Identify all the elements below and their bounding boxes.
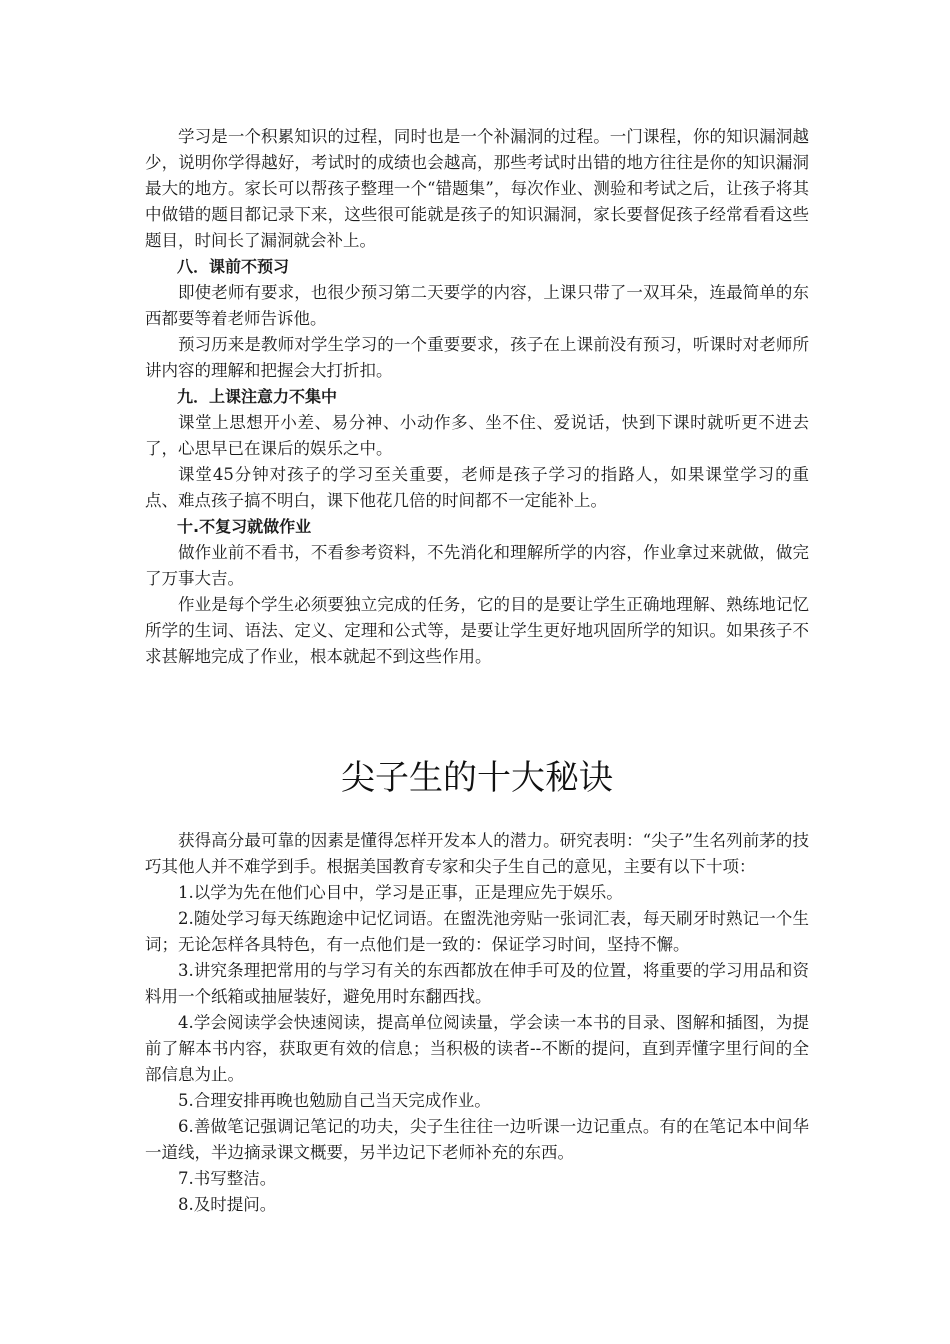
list-item: 4.学会阅读学会快速阅读，提高单位阅读量，学会读一本书的目录、图解和插图，为提前了解本书内容，获取更有效的信息；当积极的读者--不断的提问，直到弄懂字里行间的全部信息为止。 (145, 1013, 809, 1084)
heading-no-preview: 八．课前不预习 (177, 257, 290, 276)
heading-inattention: 九．上课注意力不集中 (177, 387, 338, 406)
paragraph-intro: 获得高分最可靠的因素是懂得怎样开发本人的潜力。研究表明：“尖子”生名列前茅的技巧其他人并不难学到手。根据美国教育专家和尖子生自己的意见，主要有以下十项： (145, 831, 809, 876)
list-item: 8.及时提问。 (178, 1195, 277, 1214)
paragraph: 课堂上思想开小差、易分神、小动作多、坐不住、爱说话，快到下课时就听更不进去了，心思早已在课后的娱乐之中。 (145, 413, 809, 458)
paragraph: 预习历来是教师对学生学习的一个重要要求，孩子在上课前没有预习，听课时对老师所讲内容的理解和把握会大打折扣。 (145, 335, 809, 380)
list-item: 7.书写整洁。 (178, 1169, 277, 1188)
paragraph: 做作业前不看书，不看参考资料，不先消化和理解所学的内容，作业拿过来就做，做完了万事大吉。 (145, 543, 809, 588)
document-page (145, 124, 809, 1218)
paragraph-intro: 学习是一个积累知识的过程，同时也是一个补漏洞的过程。一门课程，你的知识漏洞越少，说明你学得越好，考试时的成绩也会越高，那些考试时出错的地方往往是你的知识漏洞最大的地方。家长可以帮孩子整理一个“错题集”，每次作业、测验和考试之后，让孩子将其中做错的题目都记录下来，这些很可能就是孩子的知识漏洞，家长要督促孩子经常看看这些题目，时间长了漏洞就会补上。 (145, 127, 809, 250)
paragraph: 即使老师有要求，也很少预习第二天要学的内容，上课只带了一双耳朵，连最简单的东西都要等着老师告诉他。 (145, 283, 809, 328)
section-title: 尖子生的十大秘诀 (341, 758, 613, 798)
list-item: 1.以学为先在他们心目中，学习是正事，正是理应先于娱乐。 (178, 883, 623, 902)
paragraph: 作业是每个学生必须要独立完成的任务，它的目的是要让学生正确地理解、熟练地记忆所学的生词、语法、定义、定理和公式等，是要让学生更好地巩固所学的知识。如果孩子不求甚解地完成了作业，根本就起不到这些作用。 (145, 595, 809, 666)
list-item: 5.合理安排再晚也勉励自己当天完成作业。 (178, 1091, 491, 1110)
list-item: 2.随处学习每天练跑途中记忆词语。在盥洗池旁贴一张词汇表，每天刷牙时熟记一个生词；无论怎样各具特色，有一点他们是一致的：保证学习时间，坚持不懈。 (145, 909, 809, 954)
paragraph: 课堂45分钟对孩子的学习至关重要，老师是孩子学习的指路人，如果课堂学习的重点、难点孩子搞不明白，课下他花几倍的时间都不一定能补上。 (145, 465, 809, 510)
list-item: 6.善做笔记强调记笔记的功夫，尖子生往往一边听课一边记重点。有的在笔记本中间华一道线，半边摘录课文概要，另半边记下老师补充的东西。 (145, 1117, 809, 1162)
list-item: 3.讲究条理把常用的与学习有关的东西都放在伸手可及的位置，将重要的学习用品和资料用一个纸箱或抽屉装好，避免用时东翻西找。 (145, 961, 809, 1006)
heading-no-review: 十.不复习就做作业 (177, 517, 312, 536)
